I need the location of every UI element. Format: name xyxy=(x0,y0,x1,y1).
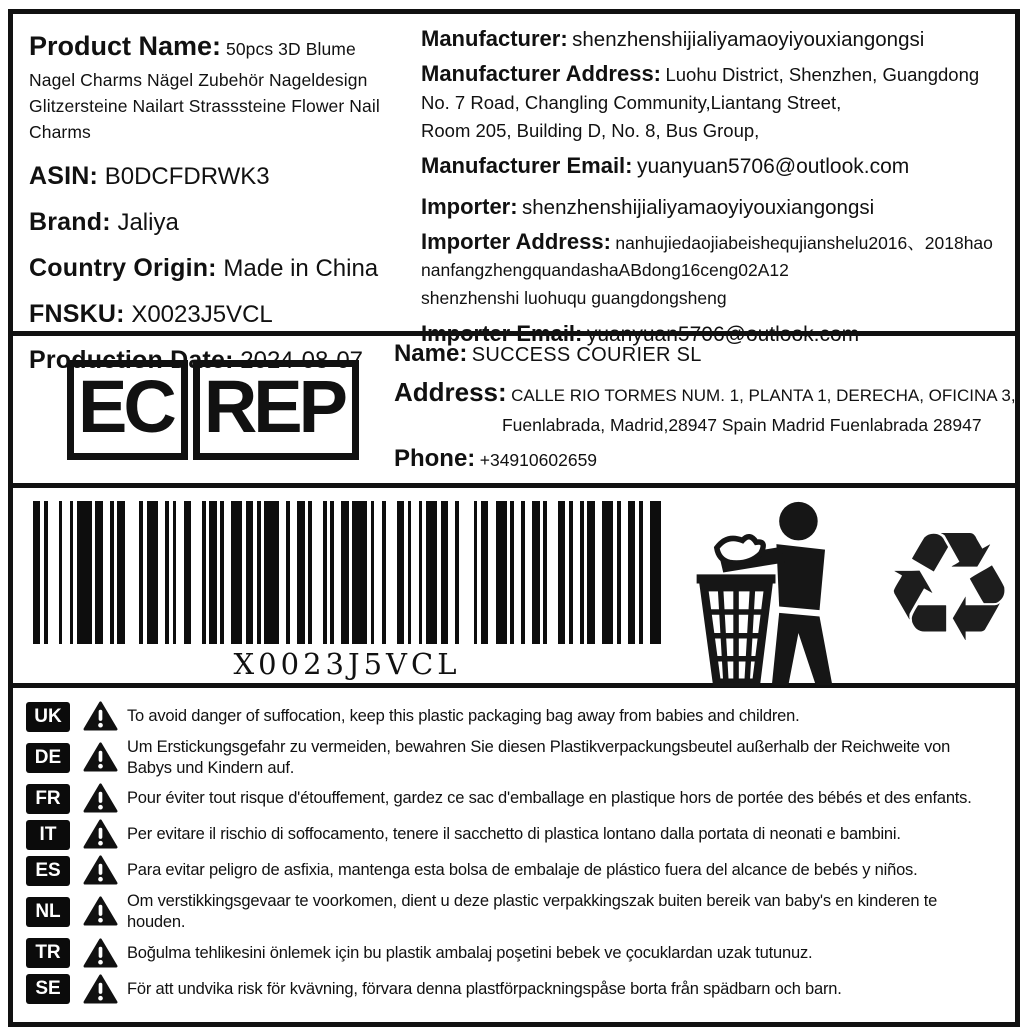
importer-email-value: yuanyuan5706@outlook.com xyxy=(586,322,860,346)
warning-row xyxy=(26,891,1003,932)
ec-rep-name-row xyxy=(394,340,1016,368)
warning-text: Para evitar peligro de asfixia, mantenga esta bolsa de embalaje de plástico fuera del alcance de bebés y niños. xyxy=(127,861,918,880)
warning-row xyxy=(26,701,1003,732)
warning-row xyxy=(26,737,1003,778)
country-origin-label: Country Origin: xyxy=(29,254,217,283)
warning-text: Per evitare il rischio di soffocamento, tenere il sacchetto di plastica lontano dalla portata di neonati e bambini. xyxy=(127,825,901,844)
warning-text: To avoid danger of suffocation, keep this plastic packaging bag away from babies and children. xyxy=(127,707,800,726)
warnings-section xyxy=(13,688,1015,1022)
language-badge: IT xyxy=(26,820,70,850)
warning-text: Om verstikkingsgevaar te voorkomen, dient u deze plastic verpakkingszak buiten bereik van baby's en kinderen te houden. xyxy=(127,892,938,931)
ec-rep-phone-label: Phone: xyxy=(393,444,476,472)
importer-address-line1: nanhujiedaojiabeishequjianshelu2016、2018hao xyxy=(615,233,993,254)
recycle-icon: ♻ xyxy=(881,499,1018,676)
warning-triangle-icon xyxy=(83,783,118,814)
warning-triangle-icon xyxy=(83,896,118,927)
manufacturer-address-line2: No. 7 Road, Changling Community,Liantang Street, xyxy=(421,91,842,113)
importer-address-line2: nanfangzhengquandashaABdong16ceng02A12 xyxy=(421,260,789,281)
brand-value: Jaliya xyxy=(117,209,179,237)
manufacturer-name: shenzhenshijialiyamaoyiyouxiangongsi xyxy=(572,28,925,51)
importer-address-label: Importer Address: xyxy=(421,229,611,255)
warning-row xyxy=(26,938,1003,969)
ec-rep-address-line1: CALLE RIO TORMES NUM. 1, PLANTA 1, DERECHA, OFICINA 3, xyxy=(511,385,1016,405)
importer-address-row xyxy=(421,229,1007,311)
importer-address-line3: shenzhenshi luohuqu guangdongsheng xyxy=(421,287,727,308)
language-badge: TR xyxy=(26,938,70,968)
importer-label: Importer: xyxy=(421,194,518,220)
manufacturer-row xyxy=(421,26,1007,52)
ec-rep-phone-value: +34910602659 xyxy=(479,449,598,470)
manufacturer-address-line3: Room 205, Building D, No. 8, Bus Group, xyxy=(421,119,760,141)
warning-text: Um Erstickungsgefahr zu vermeiden, bewahren Sie diesen Plastikverpackungsbeutel außerhalb der Reichweite von Babys und Kindern auf. xyxy=(127,738,951,777)
warning-text: För att undvika risk för kvävning, förvara denna plastförpackningspåse borta från spädbarn och barn. xyxy=(127,979,842,998)
product-label xyxy=(8,9,1020,1027)
ec-rep-address-line2: Fuenlabrada, Madrid,28947 Spain Madrid Fuenlabrada 28947 xyxy=(501,414,982,435)
warning-triangle-icon xyxy=(83,701,118,732)
warning-row xyxy=(26,819,1003,850)
manufacturer-email-label: Manufacturer Email: xyxy=(421,153,633,179)
manufacturer-info-column xyxy=(405,26,1007,346)
ec-rep-icon xyxy=(67,360,364,460)
manufacturer-label: Manufacturer: xyxy=(421,26,568,51)
country-origin-value: Made in China xyxy=(223,255,379,283)
importer-row xyxy=(421,194,1007,220)
rep-box: REP xyxy=(193,360,359,460)
brand-row xyxy=(29,208,405,237)
language-badge: FR xyxy=(26,784,70,814)
barcode xyxy=(33,501,661,681)
barcode-text: X0023J5VCL xyxy=(233,647,461,681)
manufacturer-email-value: yuanyuan5706@outlook.com xyxy=(636,155,910,179)
ec-rep-phone-row xyxy=(394,445,1016,473)
barcode-section xyxy=(13,488,1018,688)
ec-rep-section xyxy=(13,336,1015,488)
tidy-man-disposal-icon xyxy=(693,501,869,694)
barcode-bars xyxy=(33,501,661,644)
asin-value: B0DCFDRWK3 xyxy=(104,163,270,191)
asin-label: ASIN: xyxy=(29,162,99,191)
language-badge: UK xyxy=(26,702,70,732)
ec-rep-name-label: Name: xyxy=(393,339,468,367)
language-badge: DE xyxy=(26,743,70,773)
fnsku-row xyxy=(29,300,405,329)
ec-rep-name-value: SUCCESS COURIER SL xyxy=(471,343,702,366)
warning-row xyxy=(26,974,1003,1005)
warning-triangle-icon xyxy=(83,974,118,1005)
warning-triangle-icon xyxy=(83,819,118,850)
fnsku-value: X0023J5VCL xyxy=(131,301,273,329)
brand-label: Brand: xyxy=(29,208,111,237)
warning-triangle-icon xyxy=(83,742,118,773)
warning-row xyxy=(26,783,1003,814)
production-date-value: 2024-08-07 xyxy=(240,347,364,375)
fnsku-label: FNSKU: xyxy=(29,300,125,329)
ec-box: EC xyxy=(67,360,188,460)
ec-rep-address-row xyxy=(394,377,1016,408)
product-name-label: Product Name: xyxy=(29,31,222,61)
language-badge: NL xyxy=(26,897,70,927)
manufacturer-address-row xyxy=(421,61,1007,144)
manufacturer-address-label: Manufacturer Address: xyxy=(421,61,662,86)
production-date-label: Production Date: xyxy=(29,346,234,375)
product-name-row xyxy=(29,26,405,145)
product-name-value: 50pcs 3D Blume Nagel Charms Nägel Zubehör Nageldesign Glitzersteine Nailart Strasssteine Flower Nail Charms xyxy=(29,39,380,142)
warning-row xyxy=(26,855,1003,886)
warning-triangle-icon xyxy=(83,855,118,886)
country-origin-row xyxy=(29,254,405,283)
warning-triangle-icon xyxy=(83,938,118,969)
importer-name: shenzhenshijialiyamaoyiyouxiangongsi xyxy=(522,196,875,220)
product-info-left-column xyxy=(29,26,405,375)
manufacturer-email-row xyxy=(421,153,1007,179)
warning-text: Pour éviter tout risque d'étouffement, gardez ce sac d'emballage en plastique hors de portée des bébés et des enfants. xyxy=(127,789,972,808)
manufacturer-address-line1: Luohu District, Shenzhen, Guangdong xyxy=(665,64,980,85)
language-badge: ES xyxy=(26,856,70,886)
ec-rep-contact xyxy=(394,338,1016,482)
language-badge: SE xyxy=(26,974,70,1004)
asin-row xyxy=(29,162,405,191)
warning-text: Boğulma tehlikesini önlemek için bu plastik ambalaj poşetini bebek ve çocuklardan uzak tutunuz. xyxy=(127,943,813,962)
ec-rep-address-label: Address: xyxy=(393,376,507,407)
importer-email-label: Importer Email: xyxy=(421,320,583,346)
